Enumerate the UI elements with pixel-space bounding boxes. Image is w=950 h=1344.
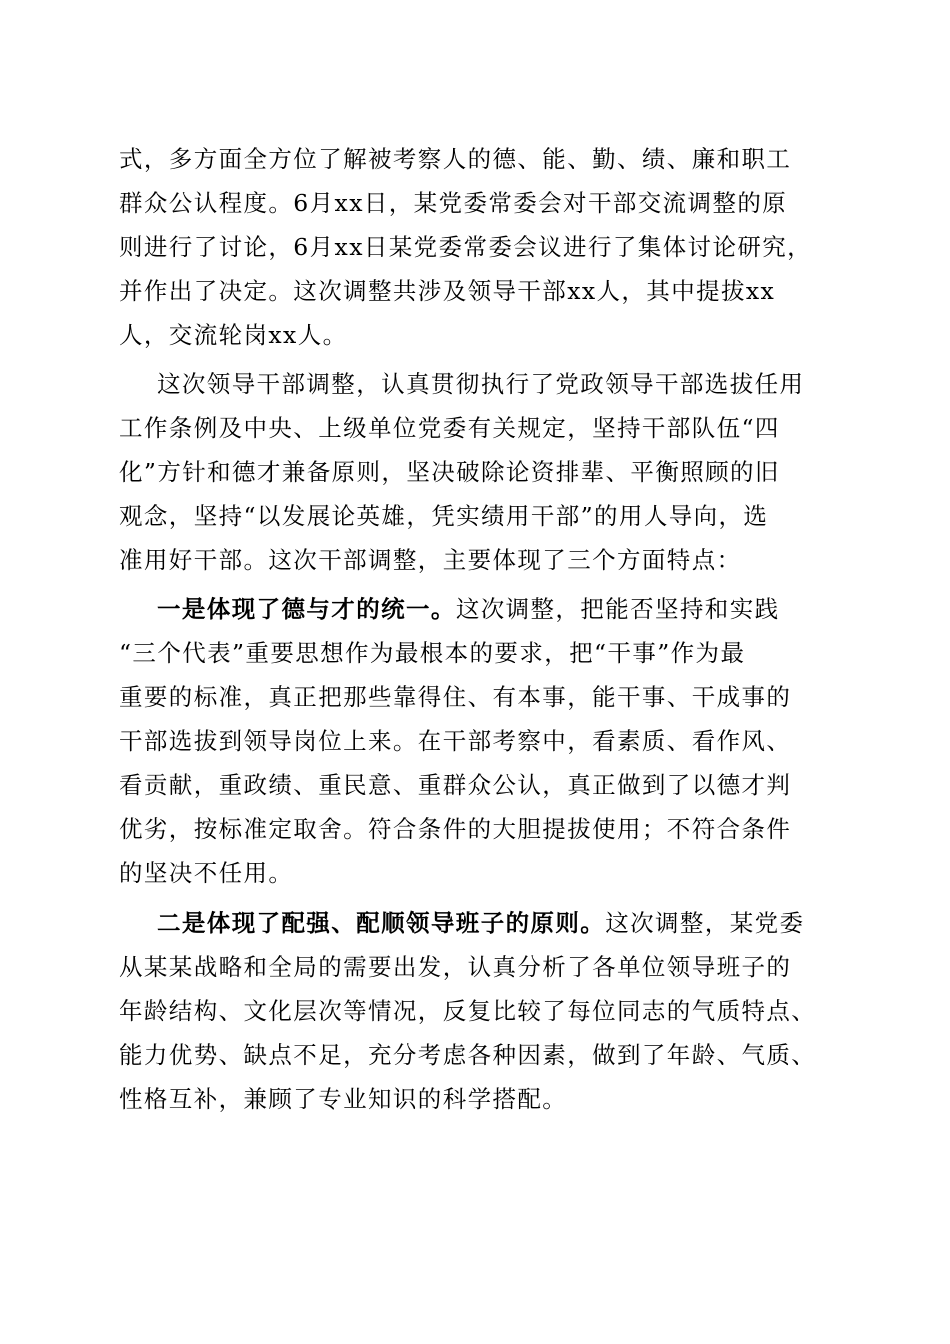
- paragraph-4-line-5: 性格互补，兼顾了专业知识的科学搭配。: [119, 1085, 568, 1113]
- paragraph-2-line-1: 这次领导干部调整，认真贯彻执行了党政领导干部选拔任用: [157, 370, 805, 398]
- paragraph-1-line-3: 则进行了讨论，6月xx日某党委常委会议进行了集体讨论研究，: [119, 233, 813, 261]
- paragraph-3-line-3: 重要的标准，真正把那些靠得住、有本事，能干事、干成事的: [119, 683, 792, 711]
- paragraph-2-line-3: 化”方针和德才兼备原则，坚决破除论资排辈、平衡照顾的旧: [119, 458, 780, 486]
- paragraph-4-heading: 二是体现了配强、配顺领导班子的原则。: [157, 909, 606, 937]
- paragraph-2-line-4: 观念，坚持“以发展论英雄，凭实绩用干部”的用人导向，选: [119, 502, 769, 530]
- paragraph-4-first-line-rest: 这次调整，某党委: [605, 909, 805, 937]
- paragraph-1-line-1: 式，多方面全方位了解被考察人的德、能、勤、绩、廉和职工: [119, 145, 792, 173]
- paragraph-3-line-5: 看贡献，重政绩、重民意、重群众公认，真正做到了以德才判: [119, 771, 792, 799]
- paragraph-3-line-1: [157, 587, 780, 631]
- paragraph-2-line-2: 工作条例及中央、上级单位党委有关规定，坚持干部队伍“四: [119, 414, 780, 442]
- paragraph-1-line-5: 人，交流轮岗xx人。: [119, 321, 348, 349]
- paragraph-4-line-1: [157, 901, 804, 945]
- paragraph-4-line-4: 能力优势、缺点不足，充分考虑各种因素，做到了年龄、气质、: [119, 1041, 817, 1069]
- paragraph-4-line-3: 年龄结构、文化层次等情况，反复比较了每位同志的气质特点、: [119, 997, 817, 1025]
- paragraph-3-first-line-rest: 这次调整，把能否坚持和实践: [455, 595, 780, 623]
- paragraph-1-line-2: 群众公认程度。6月xx日，某党委常委会对干部交流调整的原: [119, 189, 788, 217]
- paragraph-4-line-2: 从某某战略和全局的需要出发，认真分析了各单位领导班子的: [119, 953, 792, 981]
- paragraph-1-line-4: 并作出了决定。这次调整共涉及领导干部xx人，其中提拔xx: [119, 277, 776, 305]
- paragraph-3-line-7: 的坚决不任用。: [119, 859, 294, 887]
- paragraph-3-line-2: “三个代表”重要思想作为最根本的要求，把“干事”作为最: [119, 639, 746, 667]
- paragraph-2-line-5: 准用好干部。这次干部调整，主要体现了三个方面特点：: [119, 546, 742, 574]
- paragraph-3-line-4: 干部选拔到领导岗位上来。在干部考察中，看素质、看作风、: [119, 727, 792, 755]
- paragraph-3-heading: 一是体现了德与才的统一。: [157, 595, 456, 623]
- paragraph-3-line-6: 优劣，按标准定取舍。符合条件的大胆提拔使用；不符合条件: [119, 815, 792, 843]
